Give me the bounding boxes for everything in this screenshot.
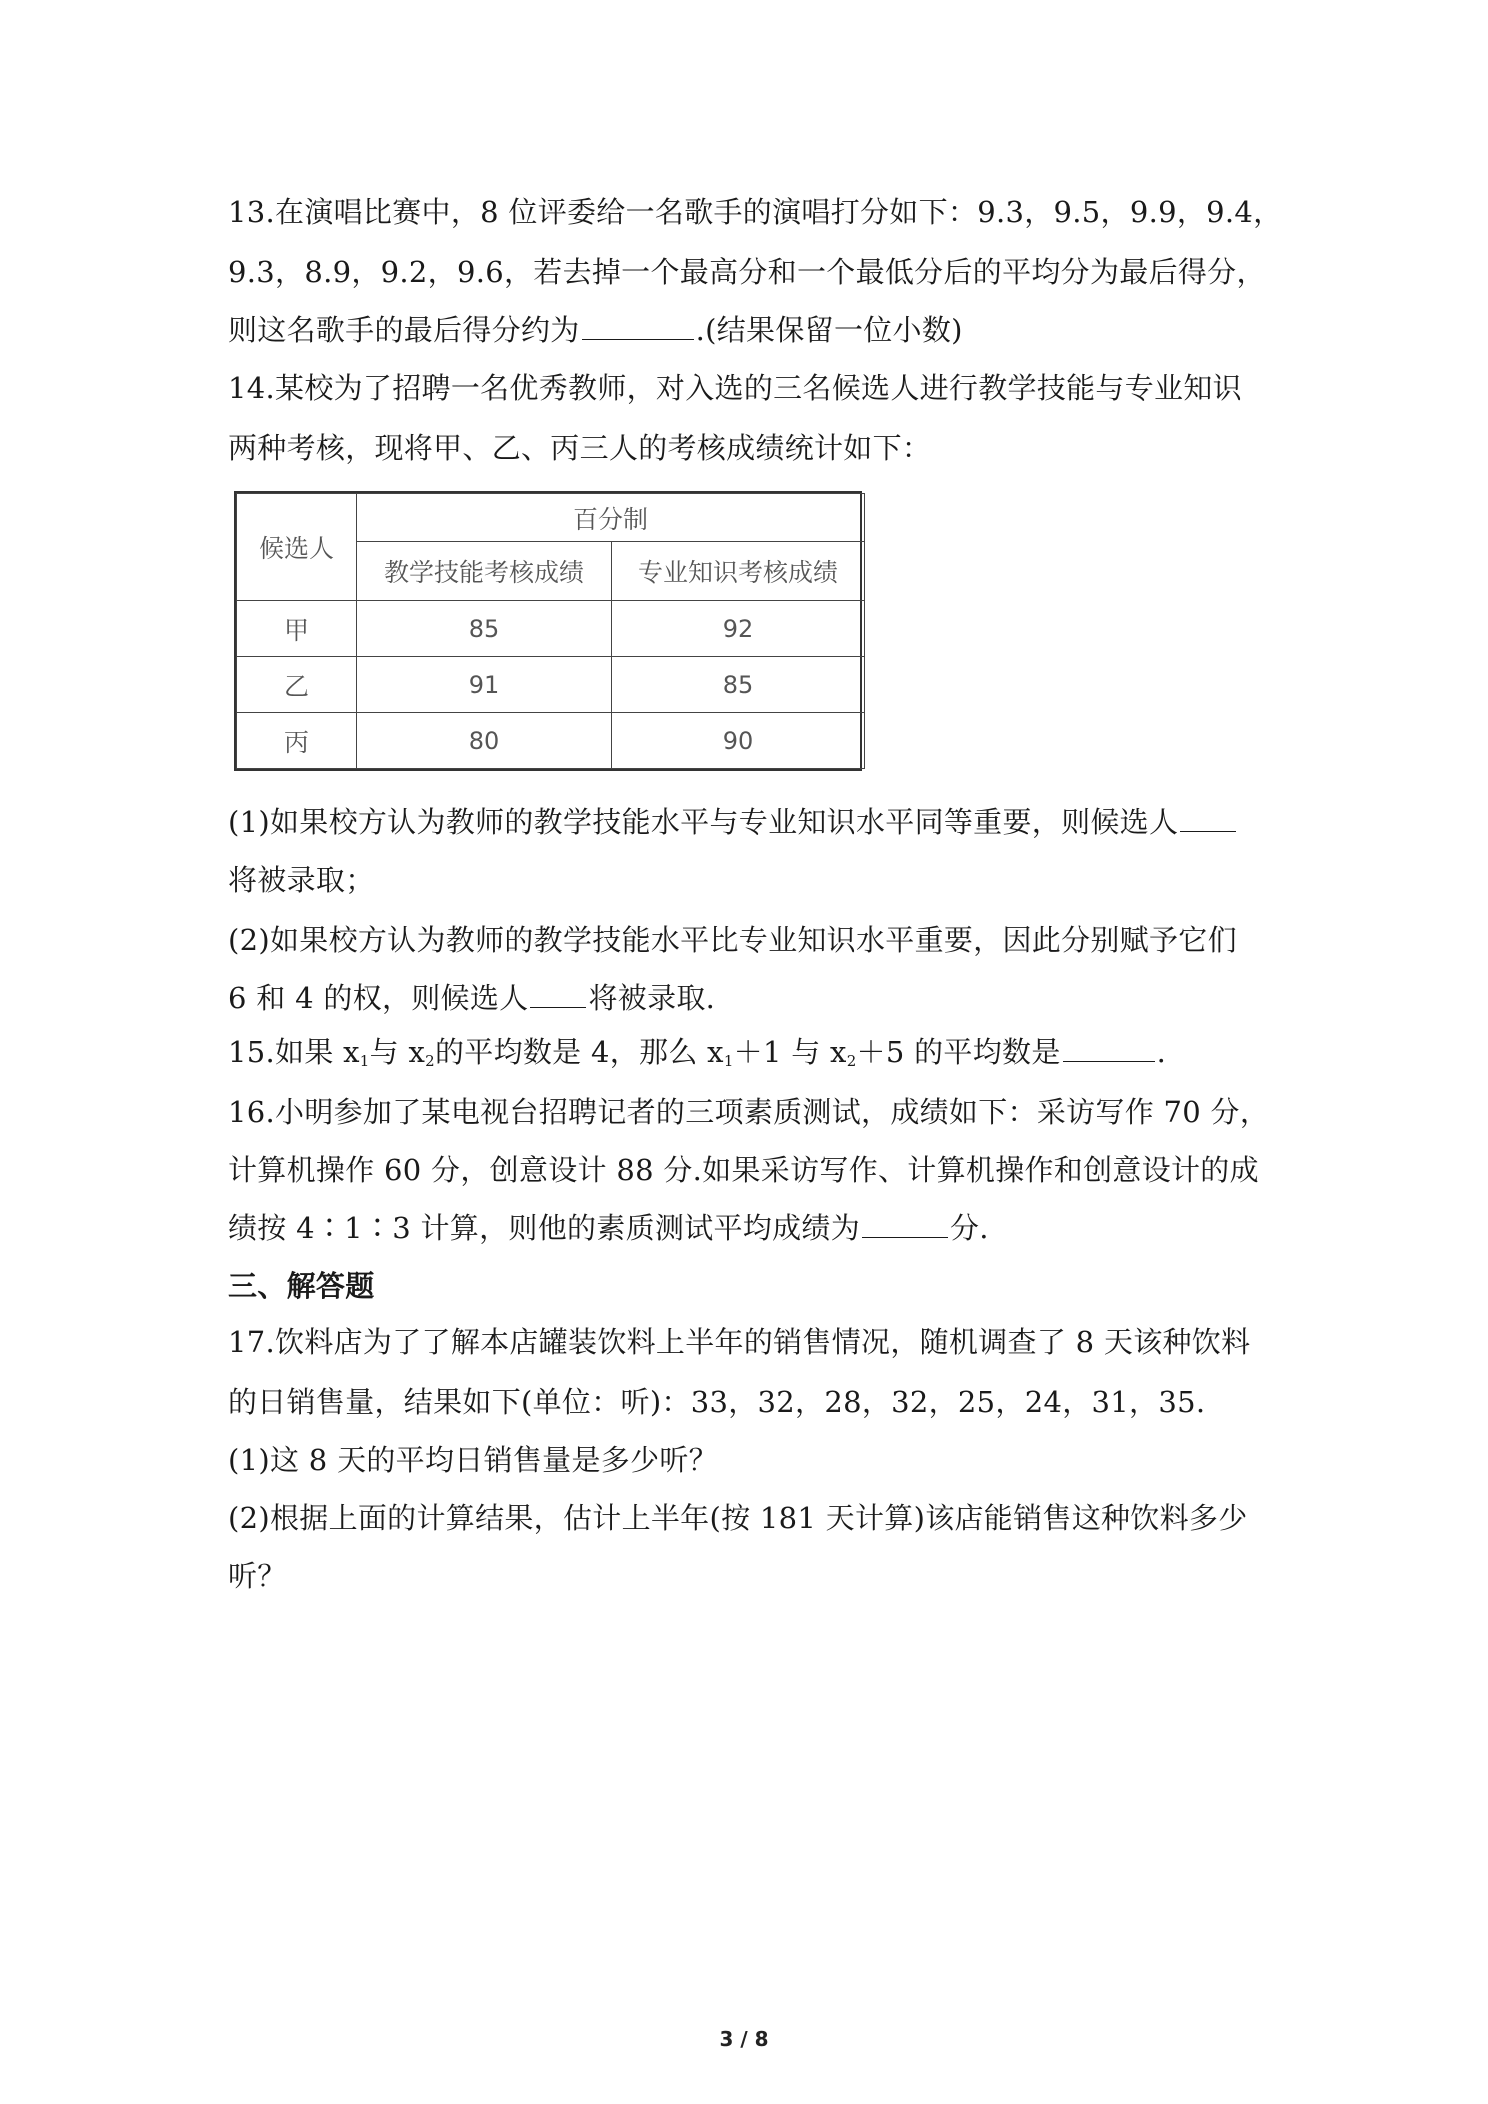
q13-line-3-text: 则这名歌手的最后得分约为 (228, 313, 580, 347)
q13-line-3-note: .(结果保留一位小数) (695, 313, 963, 347)
page-number: 3 / 8 (719, 2027, 769, 2051)
table-row (237, 657, 865, 713)
q17-line-1: 17.饮料店为了了解本店罐装饮料上半年的销售情况，随机调查了 8 天该种饮料 (228, 1325, 1251, 1359)
header-scale: 百分制 (357, 494, 865, 542)
q15-text: ＋5 的平均数是 (856, 1035, 1061, 1069)
knowledge-score: 85 (612, 657, 865, 713)
q15-answer-blank (1063, 1035, 1155, 1062)
q13-answer-blank (582, 313, 694, 340)
q14-sub2-line-1: (2)如果校方认为教师的教学技能水平比专业知识水平重要，因此分别赋予它们 (228, 923, 1237, 957)
q13-line-3 (228, 312, 963, 348)
section-heading: 三、解答题 (228, 1269, 375, 1303)
knowledge-score: 92 (612, 601, 865, 657)
q14-sub1-text: (1)如果校方认为教师的教学技能水平与专业知识水平同等重要，则候选人 (228, 805, 1179, 839)
q15-line (228, 1034, 1166, 1079)
q15-subscript: 1 (359, 1052, 370, 1070)
q16-answer-blank (862, 1211, 948, 1238)
table-row (237, 713, 865, 769)
candidate-name: 乙 (237, 657, 357, 713)
q14-line-1: 14.某校为了招聘一名优秀教师，对入选的三名候选人进行教学技能与专业知识 (228, 371, 1242, 405)
q17-sub2-line-2: 听？ (228, 1559, 287, 1593)
candidate-name: 丙 (237, 713, 357, 769)
q16-line-2: 计算机操作 60 分，创意设计 88 分.如果采访写作、计算机操作和创意设计的成 (228, 1153, 1259, 1187)
q16-line-3 (228, 1210, 989, 1246)
q14-sub2-text-end: 将被录取. (588, 981, 716, 1015)
q15-text: 15.如果 x (228, 1035, 360, 1069)
header-teaching-score: 教学技能考核成绩 (357, 542, 612, 601)
knowledge-score: 90 (612, 713, 865, 769)
q13-line-1: 13.在演唱比赛中，8 位评委给一名歌手的演唱打分如下：9.3，9.5，9.9，9.4， (228, 195, 1283, 229)
q15-subscript: 2 (846, 1052, 857, 1070)
q15-subscript: 2 (425, 1052, 435, 1070)
q17-sub2-line-1: (2)根据上面的计算结果，估计上半年(按 181 天计算)该店能销售这种饮料多少 (228, 1501, 1248, 1535)
teaching-score: 91 (357, 657, 612, 713)
q14-sub1-answer-blank (1180, 805, 1236, 832)
q14-sub2-answer-blank (530, 981, 586, 1008)
teaching-score: 85 (357, 601, 612, 657)
teaching-score: 80 (357, 713, 612, 769)
q16-line-1: 16.小明参加了某电视台招聘记者的三项素质测试，成绩如下：采访写作 70 分， (228, 1095, 1270, 1129)
q13-line-2: 9.3，8.9，9.2，9.6，若去掉一个最高分和一个最低分后的平均分为最后得分， (228, 255, 1266, 289)
q14-sub1-line-2: 将被录取； (228, 863, 375, 897)
table-row (237, 601, 865, 657)
q16-line-3-end: 分. (950, 1211, 989, 1245)
q15-text: 与 x (369, 1035, 426, 1069)
q14-sub2-line-2 (228, 980, 715, 1016)
header-candidate: 候选人 (237, 494, 357, 601)
candidate-name: 甲 (237, 601, 357, 657)
q14-sub1-line-1 (228, 804, 1238, 840)
q16-line-3-text: 绩按 4∶1∶3 计算，则他的素质测试平均成绩为 (228, 1211, 860, 1245)
q15-subscript: 1 (723, 1052, 734, 1070)
q17-line-2: 的日销售量，结果如下(单位：听)：33，32，28，32，25，24，31，35. (228, 1385, 1206, 1419)
q15-text: 的平均数是 4，那么 x (434, 1035, 724, 1069)
q15-text: ＋1 与 x (733, 1035, 847, 1069)
q14-line-2: 两种考核，现将甲、乙、丙三人的考核成绩统计如下： (228, 431, 932, 465)
header-knowledge-score: 专业知识考核成绩 (612, 542, 865, 601)
q17-sub1: (1)这 8 天的平均日销售量是多少听？ (228, 1443, 718, 1477)
score-table (234, 491, 862, 771)
q15-text: . (1156, 1035, 1167, 1069)
q14-sub2-text: 6 和 4 的权，则候选人 (228, 981, 529, 1015)
